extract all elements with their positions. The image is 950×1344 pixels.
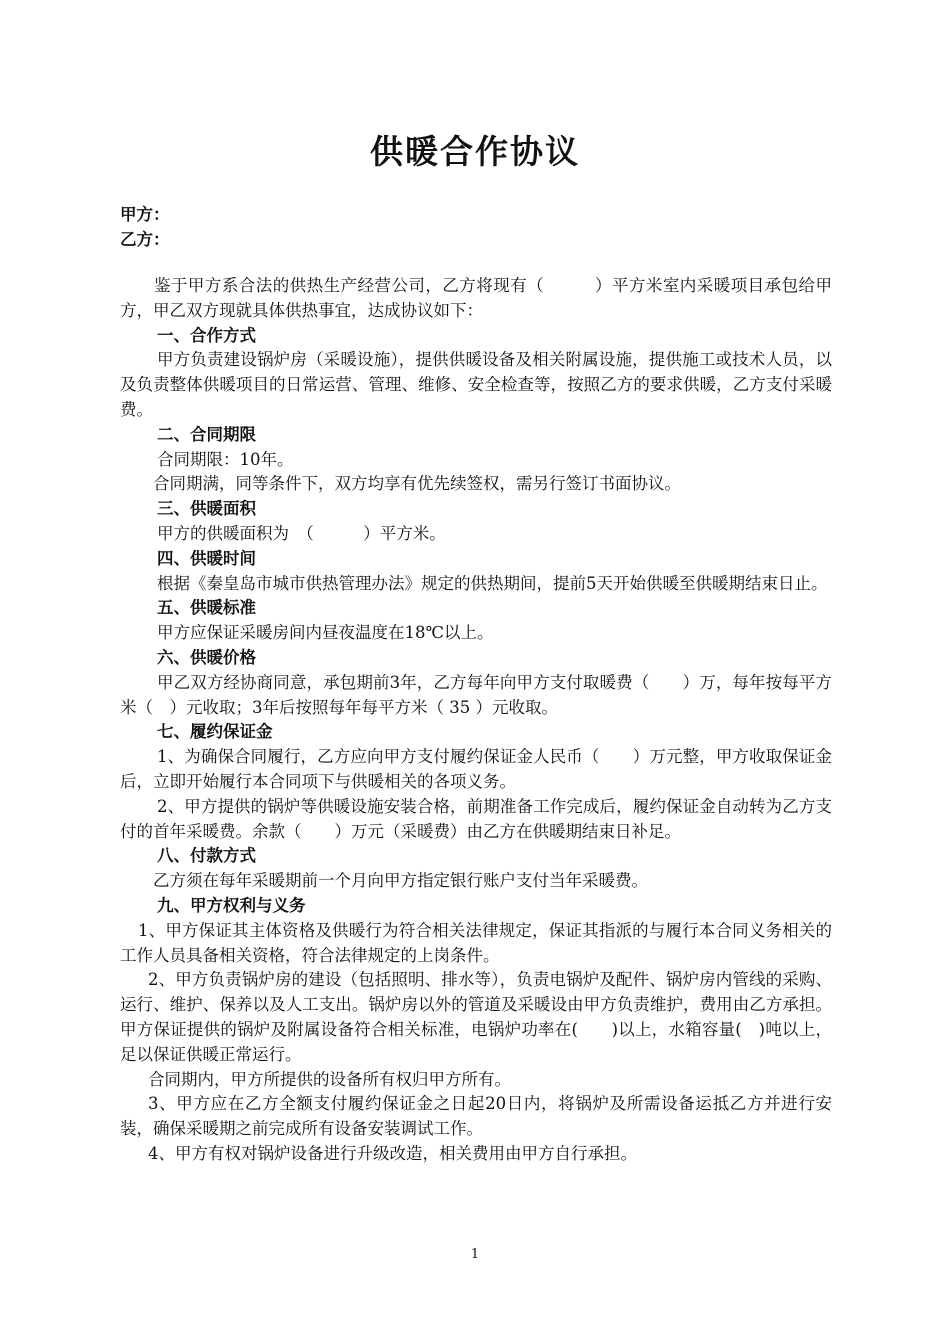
section-heading: 七、履约保证金 — [157, 722, 273, 742]
paragraph: 1、为确保合同履行，乙方应向甲方支付履约保证金人民币（ ）万元整，甲方收取保证金后，立即开始履行本合同项下与供暖相关的各项义务。 — [120, 747, 832, 791]
paragraph: 甲方的供暖面积为 （ ）平方米。 — [157, 523, 446, 543]
party-b-label: 乙方： — [120, 230, 170, 249]
paragraph: 乙方须在每年采暖期前一个月向甲方指定银行账户支付当年采暖费。 — [153, 871, 648, 891]
paragraph: 甲方应保证采暖房间内昼夜温度在18℃以上。 — [157, 623, 494, 643]
paragraph: 合同期限：10年。 — [157, 449, 294, 469]
agreement-body — [120, 274, 832, 1167]
paragraph: 1、甲方保证其主体资格及供暖行为符合相关法律规定，保证其指派的与履行本合同义务相关的工作人员具备相关资格，符合法律规定的上岗条件。 — [120, 920, 832, 965]
section-heading: 三、供暖面积 — [157, 499, 256, 519]
paragraph: 合同期内，甲方所提供的设备所有权归甲方所有。 — [148, 1069, 511, 1089]
paragraph: 3、甲方应在乙方全额支付履约保证金之日起20日内，将锅炉及所需设备运抵乙方并进行安装，确保采暖期之前完成所有设备安装调试工作。 — [120, 1094, 832, 1139]
section-heading: 八、付款方式 — [157, 846, 256, 866]
section-heading: 一、合作方式 — [157, 325, 256, 345]
document-title: 供暖合作协议 — [370, 132, 580, 171]
section-heading: 二、合同期限 — [157, 424, 256, 444]
section-heading: 九、甲方权利与义务 — [157, 895, 306, 915]
paragraph: 2、甲方提供的锅炉等供暖设施安装合格，前期准备工作完成后，履约保证金自动转为乙方支付的首年采暖费。余款（ ）万元（采暖费）由乙方在供暖期结束日补足。 — [120, 796, 832, 841]
party-a-label: 甲方： — [120, 205, 170, 224]
paragraph: 鉴于甲方系合法的供热生产经营公司，乙方将现有（ ）平方米室内采暖项目承包给甲方，甲乙双方现就具体供热事宜，达成协议如下： — [120, 276, 832, 320]
section-heading: 六、供暖价格 — [157, 647, 256, 667]
paragraph: 甲方负责建设锅炉房（采暖设施），提供供暖设备及相关附属设施，提供施工或技术人员，以及负责整体供暖项目的日常运营、管理、维修、安全检查等，按照乙方的要求供暖，乙方支付采暖费。 — [120, 350, 832, 419]
paragraph: 2、甲方负责锅炉房的建设（包括照明、排水等），负责电锅炉及配件、锅炉房内管线的采购、运行、维护、保养以及人工支出。锅炉房以外的管道及采暖设由甲方负责维护，费用由乙方承担。甲方保证提供的锅炉及附属设备符合相关标准，电锅炉功率在( )以上，水箱容量( )吨以上，足以保证供暖正常运行。 — [120, 970, 832, 1064]
paragraph: 合同期满，同等条件下，双方均享有优先续签权，需另行签订书面协议。 — [153, 474, 681, 494]
paragraph: 根据《秦皇岛市城市供热管理办法》规定的供热期间，提前5天开始供暖至供暖期结束日止。 — [157, 573, 828, 593]
page-number: 1 — [470, 1247, 480, 1262]
section-heading: 四、供暖时间 — [157, 548, 256, 568]
paragraph: 4、甲方有权对锅炉设备进行升级改造，相关费用由甲方自行承担。 — [148, 1143, 637, 1163]
section-heading: 五、供暖标准 — [157, 598, 256, 618]
paragraph: 甲乙双方经协商同意，承包期前3年，乙方每年向甲方支付取暖费（ ）万，每年按每平方米（ ）元收取；3年后按照每年每平方米（ 35 ）元收取。 — [120, 672, 832, 717]
